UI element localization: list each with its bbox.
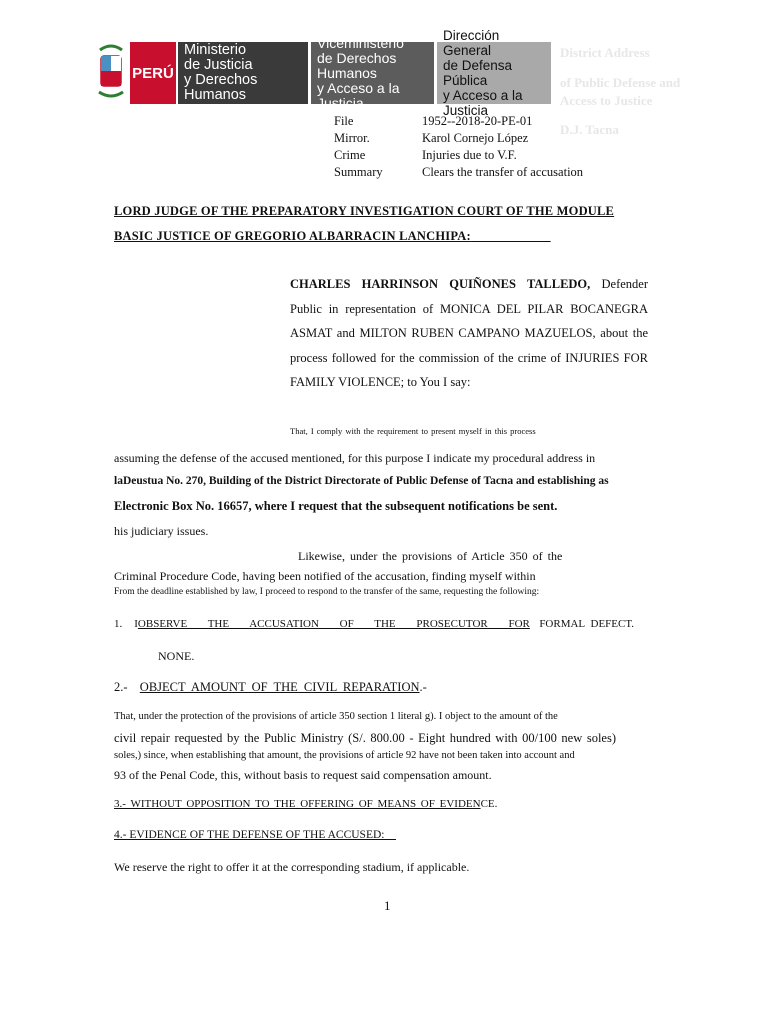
watermark-line: District Address: [560, 45, 650, 60]
section-2-line: 93 of the Penal Code, this, without basis to request said compensation amount.: [114, 768, 492, 782]
peru-logo: PERÚ: [130, 42, 176, 104]
watermark-line: D.J. Tacna: [560, 122, 619, 137]
watermark-line: Access to Justice: [560, 93, 653, 108]
body-line: Electronic Box No. 16657, where I request that the subsequent notifications be sent.: [114, 499, 558, 513]
file-info-row: Crime Injuries due to V.F.: [334, 148, 517, 162]
section-4-text: We reserve the right to offer it at the corresponding stadium, if applicable.: [114, 860, 470, 874]
file-info-row: Summary Clears the transfer of accusation: [334, 165, 584, 179]
body-line: Criminal Procedure Code, having been notified of the accusation, finding myself within: [114, 569, 536, 583]
section-1-heading: 1. IOBSERVE THE ACCUSATION OF THE PROSECUTOR FOR FORMAL DEFECT.: [114, 618, 634, 630]
file-info-row: Mirror. Karol Cornejo López: [334, 131, 529, 145]
section-2-line: civil repair requested by the Public Ministry (S/. 800.00 - Eight hundred with 00/100 new soles): [114, 731, 616, 745]
body-line: laDeustua No. 270, Building of the District Directorate of Public Defense of Tacna and establishing as: [114, 475, 609, 487]
small-line: That, I comply with the requirement to present myself in this process: [290, 426, 536, 436]
addressee-line: LORD JUDGE OF THE PREPARATORY INVESTIGATION COURT OF THE MODULE: [114, 204, 615, 218]
body-line: assuming the defense of the accused mentioned, for this purpose I indicate my procedural address in: [114, 451, 596, 465]
file-info-table: [334, 113, 583, 181]
vice-ministry-banner: Viceministerio de Derechos Humanos y Acceso a la Justicia: [311, 42, 434, 104]
section-4-heading: 4.- EVIDENCE OF THE DEFENSE OF THE ACCUSED:: [114, 829, 385, 841]
section-2-line: That, under the protection of the provisions of article 350 section 1 literal g). I object to the amount of the: [114, 711, 558, 722]
body-line: From the deadline established by law, I proceed to respond to the transfer of the same, requesting the following:: [114, 587, 540, 597]
file-info-row: File 1952--2018-20-PE-01: [334, 114, 533, 128]
direction-banner: Dirección General de Defensa Pública y Acceso a la Justicia: [437, 42, 551, 104]
coat-of-arms-icon: [96, 42, 126, 104]
watermark-line: of Public Defense and: [560, 75, 681, 90]
ministry-banner: Ministerio de Justicia y Derechos Humanos: [178, 42, 308, 104]
section-3-heading: 3.- WITHOUT OPPOSITION TO THE OFFERING OF MEANS OF EVIDENCE.: [114, 798, 498, 810]
page-number: 1: [384, 898, 391, 913]
intro-paragraph: CHARLES HARRINSON QUIÑONES TALLEDO, Defender Public in representation of MONICA DEL PILAR BOCANEGRA ASMAT and MILTON RUBEN CAMPANO MAZUELOS, about the process followed for the commission of the crime of INJURIES FOR FAMILY VIOLENCE; to You I say:: [290, 277, 649, 389]
section-2-heading: 2.- OBJECT AMOUNT OF THE CIVIL REPARATION.-: [114, 680, 427, 694]
body-line: his judiciary issues.: [114, 524, 209, 538]
addressee-line: BASIC JUSTICE OF GREGORIO ALBARRACIN LANCHIPA:: [114, 229, 471, 243]
body-line: Likewise, under the provisions of Article 350 of the: [298, 549, 563, 563]
section-1-answer: NONE.: [158, 649, 195, 663]
section-2-line: soles,) since, when establishing that amount, the provisions of article 92 have not been taken into account and: [114, 750, 575, 761]
